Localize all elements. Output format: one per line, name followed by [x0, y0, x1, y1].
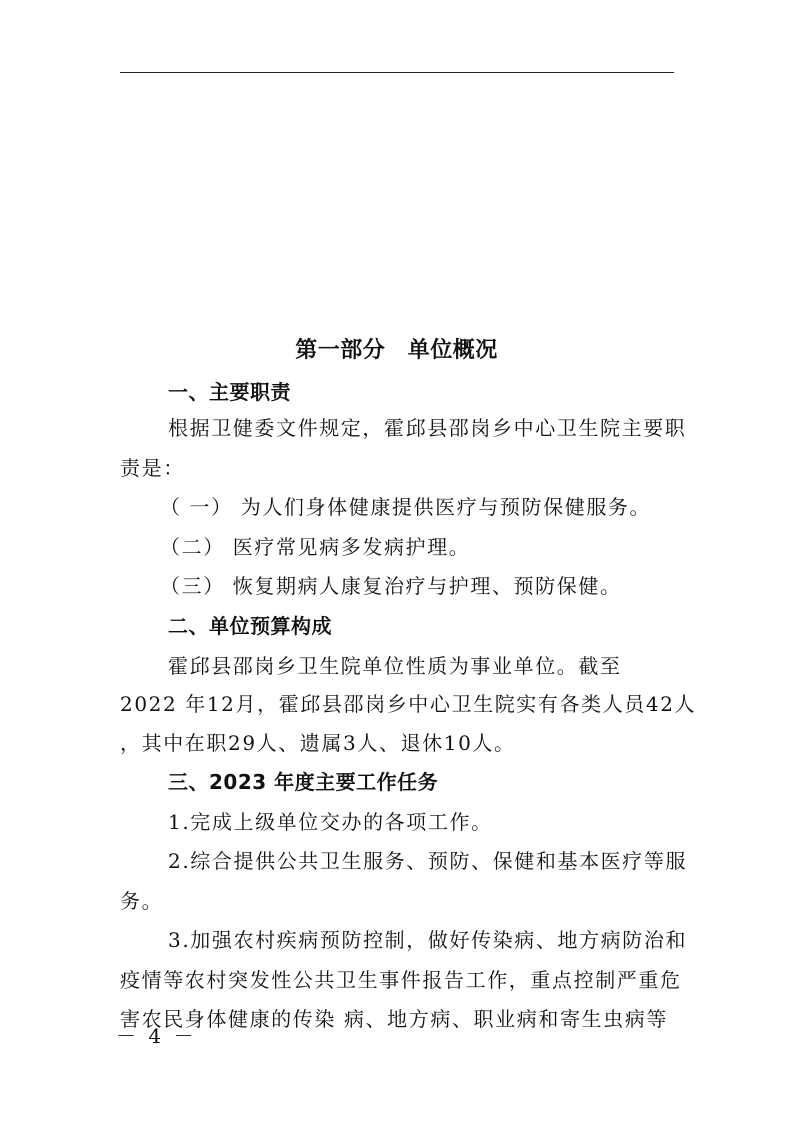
list-item: （ 一） 为人们身体健康提供医疗与预防保健服务。: [160, 495, 652, 519]
section-heading-budget: 二、单位预算构成: [168, 614, 332, 638]
paragraph-line: 责是：: [120, 456, 185, 480]
page-number: － 4 －: [116, 1024, 197, 1048]
section-heading-duties: 一、主要职责: [168, 380, 291, 404]
paragraph-line: ，其中在职29人、遗属3人、退休10人。: [120, 731, 516, 755]
list-item: （三） 恢复期病人康复治疗与护理、预防保健。: [160, 574, 622, 598]
section-heading-tasks: 三、2023 年度主要工作任务: [168, 770, 439, 794]
header-rule: [120, 72, 674, 73]
list-item-continuation: 务。: [120, 889, 164, 913]
list-item: 1.完成上级单位交办的各项工作。: [168, 810, 493, 834]
list-item: 3.加强农村疾病预防控制，做好传染病、地方病防治和: [168, 928, 688, 952]
paragraph-line: 2022 年12月，霍邱县邵岗乡中心卫生院实有各类人员42人: [120, 692, 697, 716]
list-item: 2.综合提供公共卫生服务、预防、保健和基本医疗等服: [168, 849, 688, 873]
list-item-continuation: 疫情等农村突发性公共卫生事件报告工作，重点控制严重危: [120, 968, 682, 992]
list-item-continuation: 害农民身体健康的传染 病、地方病、职业病和寄生虫病等: [120, 1007, 668, 1031]
list-item: （二） 医疗常见病多发病护理。: [160, 535, 471, 559]
paragraph-line: 根据卫健委文件规定，霍邱县邵岗乡中心卫生院主要职: [168, 416, 687, 440]
page-title: 第一部分 单位概况: [295, 338, 498, 363]
paragraph-line: 霍邱县邵岗乡卫生院单位性质为事业单位。截至: [168, 654, 622, 678]
